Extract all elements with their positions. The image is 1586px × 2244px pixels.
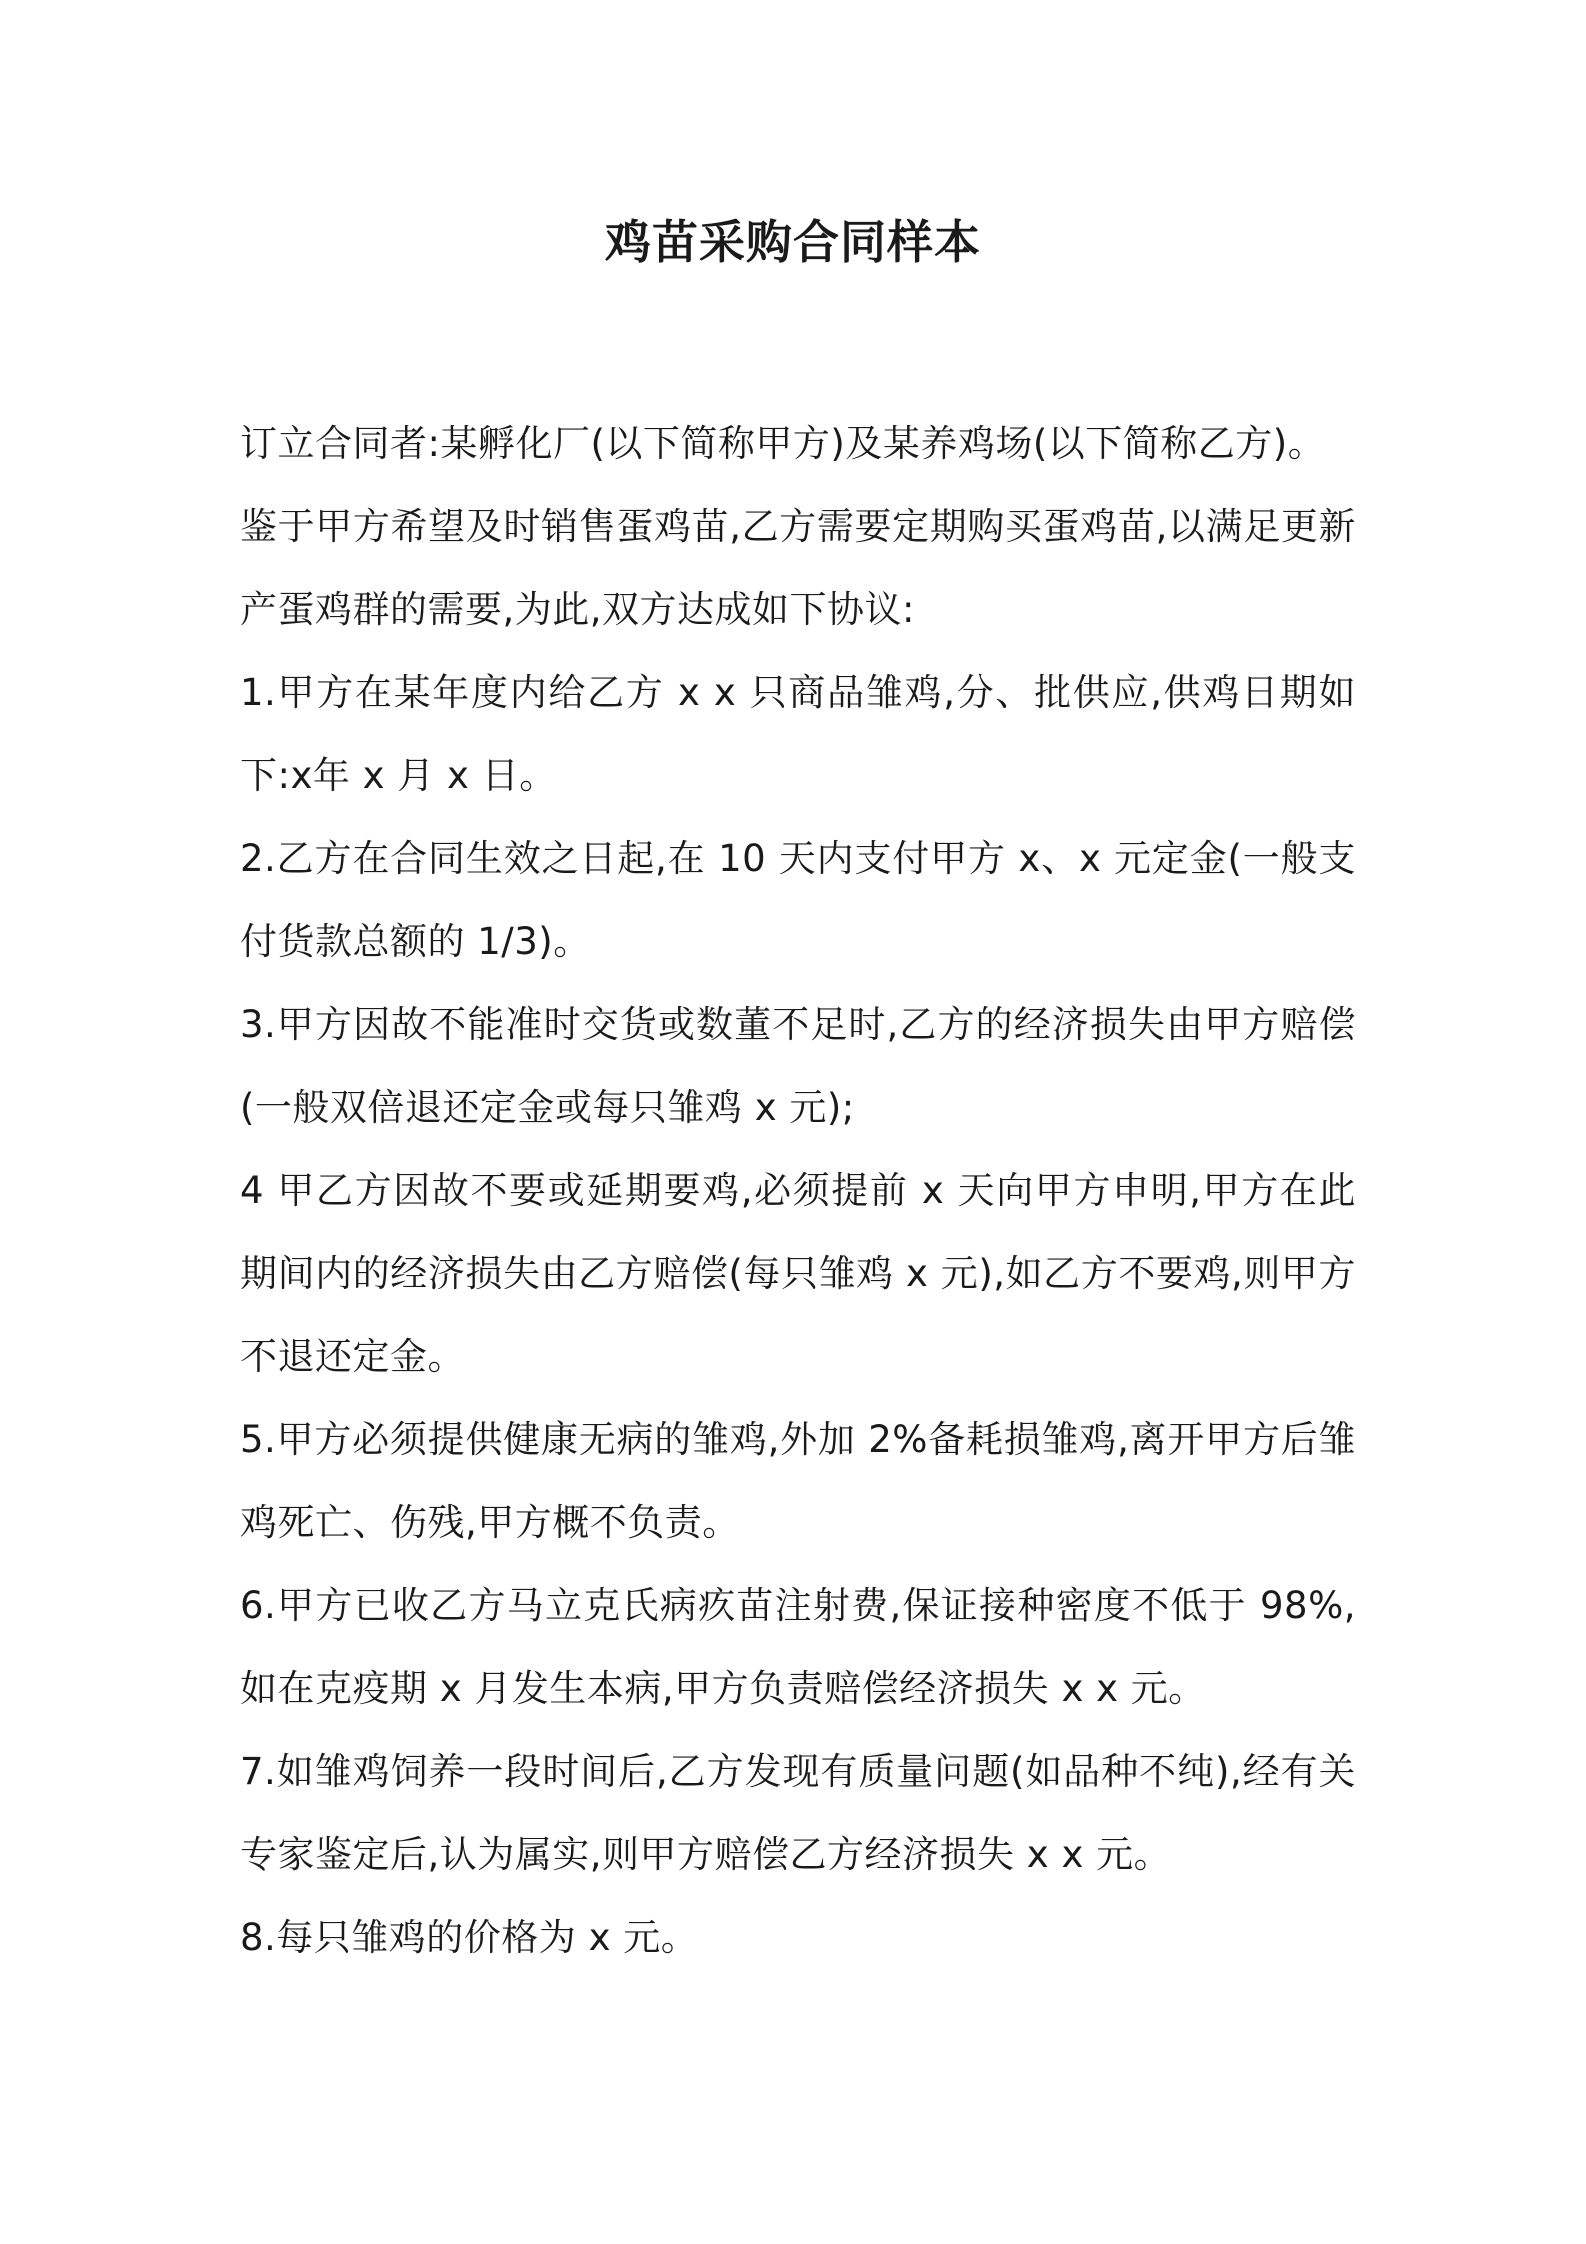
- clause-4: 4 甲乙方因故不要或延期要鸡,必须提前 x 天向甲方申明,甲方在此期间内的经济损失由乙方赔偿(每只雏鸡 x 元),如乙方不要鸡,则甲方不退还定金。: [240, 1169, 1356, 1378]
- paragraph-preamble: 鉴于甲方希望及时销售蛋鸡苗,乙方需要定期购买蛋鸡苗,以满足更新产蛋鸡群的需要,为此,双方达成如下协议:: [240, 505, 1356, 631]
- clause-5: 5.甲方必须提供健康无病的雏鸡,外加 2%备耗损雏鸡,离开甲方后雏鸡死亡、伤残,甲方概不负责。: [240, 1418, 1356, 1544]
- clause-7: 7.如雏鸡饲养一段时间后,乙方发现有质量问题(如品种不纯),经有关专家鉴定后,认为属实,则甲方赔偿乙方经济损失 x x 元。: [240, 1750, 1356, 1876]
- clause-6: 6.甲方已收乙方马立克氏病疚苗注射费,保证接种密度不低于 98%,如在克疫期 x 月发生本病,甲方负责赔偿经济损失 x x 元。: [240, 1584, 1356, 1710]
- document-title: 鸡苗采购合同样本: [605, 215, 981, 269]
- clause-8: 8.每只雏鸡的价格为 x 元。: [240, 1916, 699, 1959]
- clause-2: 2.乙方在合同生效之日起,在 10 天内支付甲方 x、x 元定金(一般支付货款总额的 1/3)。: [240, 837, 1356, 963]
- clause-1: 1.甲方在某年度内给乙方 x x 只商品雏鸡,分、批供应,供鸡日期如下:x年 x 月 x 日。: [240, 671, 1356, 797]
- document-body: [240, 402, 1356, 1979]
- paragraph-parties: 订立合同者:某孵化厂(以下简称甲方)及某养鸡场(以下简称乙方)。: [240, 422, 1326, 465]
- clause-3: 3.甲方因故不能准时交货或数董不足时,乙方的经济损失由甲方赔偿(一般双倍退还定金或每只雏鸡 x 元);: [240, 1003, 1356, 1129]
